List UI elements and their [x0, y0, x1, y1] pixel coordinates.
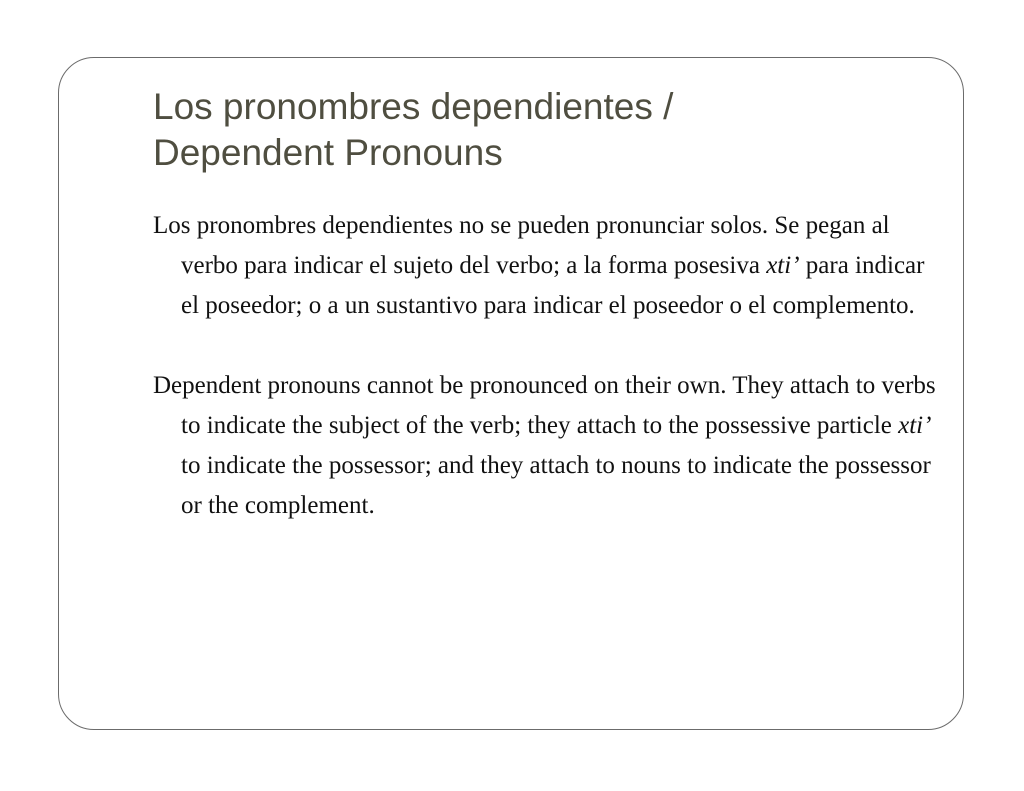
slide-title	[153, 84, 913, 176]
paragraph-spanish-text-after: para indicar el poseedor; o a un sustantivo para indicar el poseedor o el complemento.	[181, 252, 925, 319]
paragraph-spanish-text-before: Los pronombres dependientes no se pueden pronunciar solos. Se pegan al verbo para indicar el sujeto del verbo; a la forma posesiva	[153, 212, 890, 279]
paragraph-english	[153, 366, 943, 526]
slide-body	[153, 206, 943, 526]
paragraph-english-term: xti’	[898, 412, 932, 439]
paragraph-spanish	[153, 206, 943, 326]
paragraph-english-text-before: Dependent pronouns cannot be pronounced on their own. They attach to verbs to indicate the subject of the verb; they attach to the possessive particle	[153, 372, 936, 439]
paragraph-spanish-term: xti’	[766, 252, 800, 279]
title-line-1: Los pronombres dependientes /	[153, 86, 674, 127]
title-line-2: Dependent Pronouns	[153, 132, 503, 173]
paragraph-english-text-after: to indicate the possessor; and they attach to nouns to indicate the possessor or the complement.	[181, 452, 931, 519]
